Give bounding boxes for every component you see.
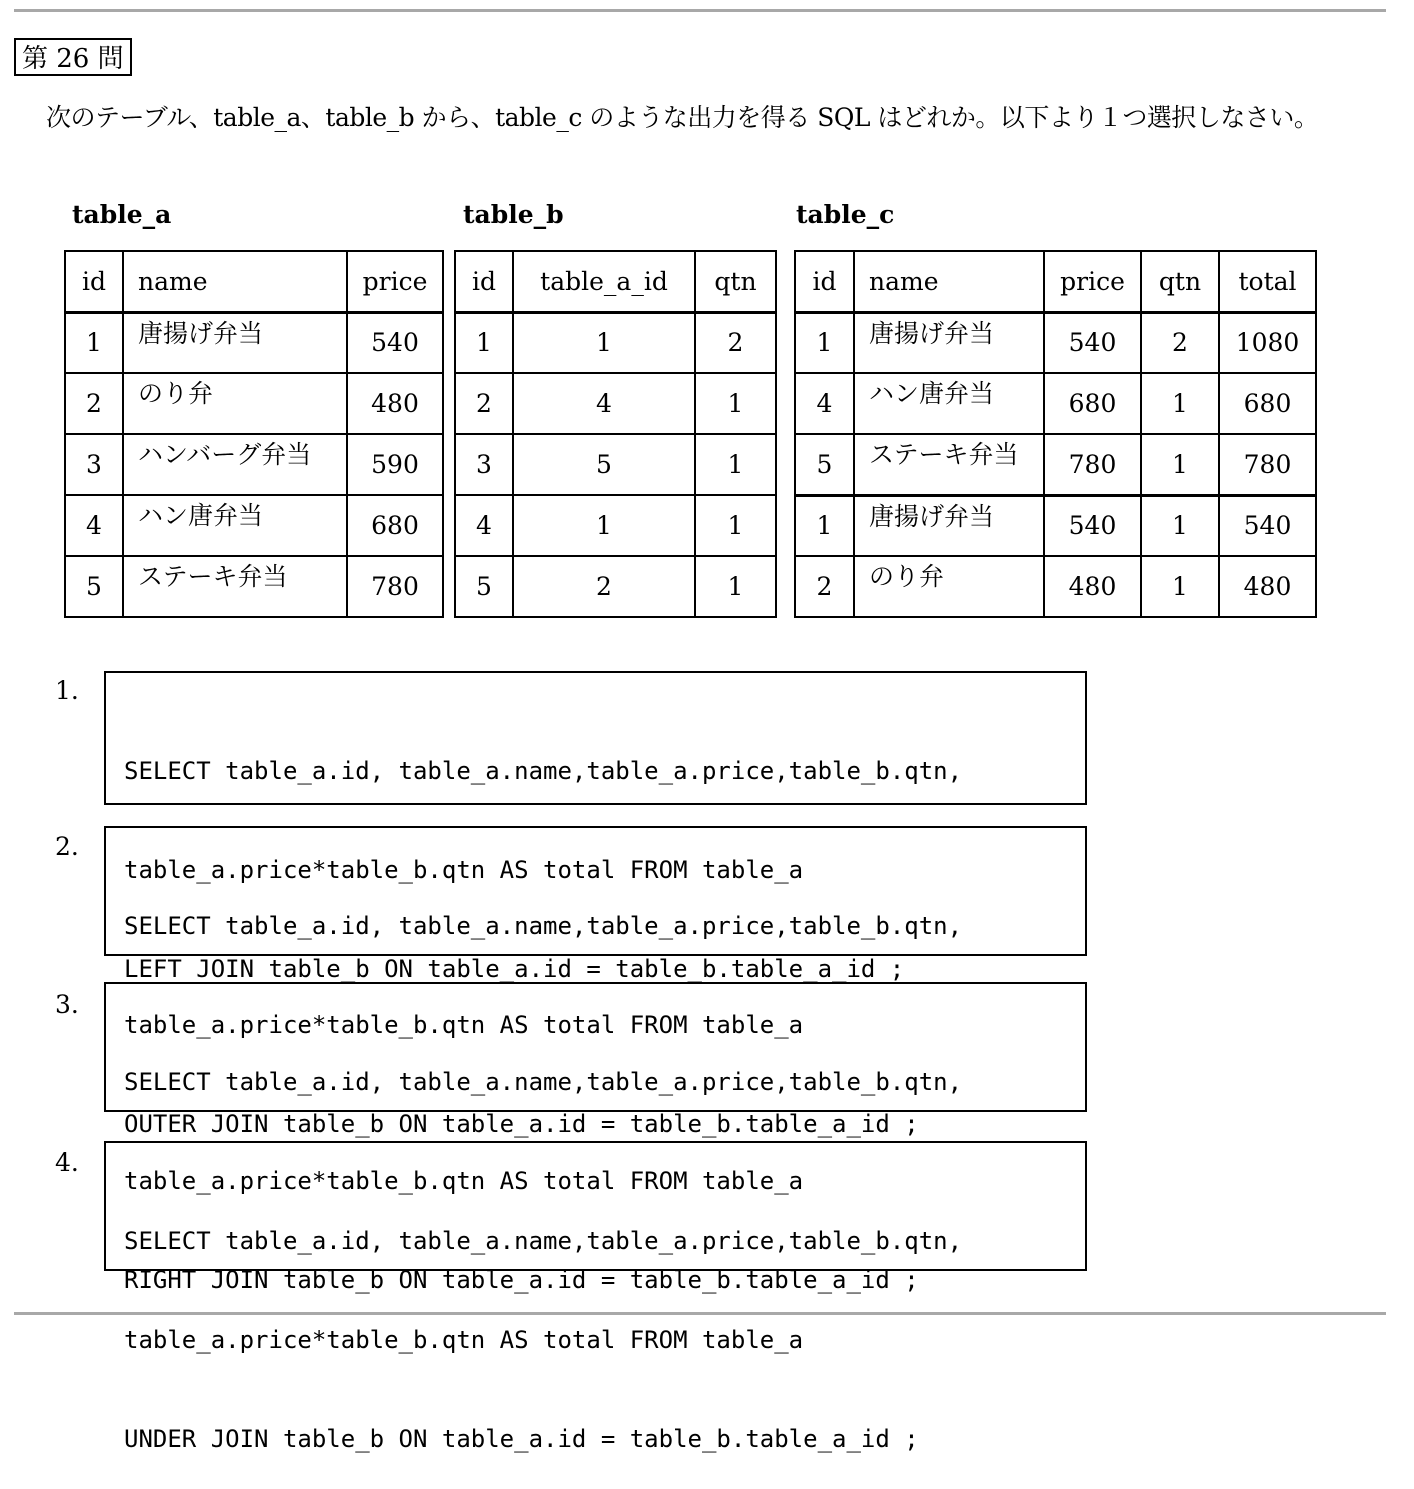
table-cell: 1 xyxy=(795,495,854,556)
table-cell: 780 xyxy=(1219,434,1316,495)
table-cell: 1 xyxy=(795,312,854,373)
table-row xyxy=(65,556,443,617)
table-cell: 5 xyxy=(65,556,123,617)
table-cell: 780 xyxy=(1044,434,1141,495)
table-cell: ハンバーグ弁当 xyxy=(123,434,347,495)
header-cell: qtn xyxy=(695,251,776,312)
table-cell: 480 xyxy=(1219,556,1316,617)
option-1-code-box[interactable] xyxy=(104,671,1087,983)
table-cell: 680 xyxy=(347,495,443,556)
option-1-number: 1. xyxy=(55,676,79,705)
table-cell: 1 xyxy=(1141,495,1219,556)
header-cell: price xyxy=(1044,251,1141,312)
table-cell: 4 xyxy=(795,373,854,434)
table-cell: 3 xyxy=(65,434,123,495)
table-cell: 4 xyxy=(513,373,695,434)
table-cell: 590 xyxy=(347,434,443,495)
code-line: UNDER JOIN table_b ON table_a.id = table_b.table_a_id ; xyxy=(124,1425,919,1453)
code-line: SELECT table_a.id, table_a.name,table_a.price,table_b.qtn, xyxy=(124,1068,963,1096)
table-row xyxy=(65,373,443,434)
table-cell: 540 xyxy=(1044,495,1141,556)
table-row xyxy=(795,495,1316,556)
header-cell: name xyxy=(123,251,347,312)
option-3-number: 3. xyxy=(55,990,79,1019)
option-2-number: 2. xyxy=(55,832,79,861)
table-cell: 480 xyxy=(1044,556,1141,617)
table-cell: ハン唐弁当 xyxy=(854,373,1044,434)
code-line: table_a.price*table_b.qtn AS total FROM table_a xyxy=(124,1167,804,1195)
table-cell: 3 xyxy=(455,434,513,495)
table-cell: のり弁 xyxy=(854,556,1044,617)
table-cell: 1 xyxy=(1141,373,1219,434)
table-row xyxy=(65,434,443,495)
table-cell: 唐揚げ弁当 xyxy=(854,312,1044,373)
table-cell: 480 xyxy=(347,373,443,434)
table-row xyxy=(795,312,1316,373)
table-cell: ステーキ弁当 xyxy=(854,434,1044,495)
table-cell: 1 xyxy=(1141,434,1219,495)
table-cell: 5 xyxy=(513,434,695,495)
header-cell: qtn xyxy=(1141,251,1219,312)
table-cell: 1 xyxy=(513,495,695,556)
header-cell: table_a_id xyxy=(513,251,695,312)
question-number: 第 26 問 xyxy=(14,38,132,76)
bottom-rule xyxy=(14,1312,1386,1315)
header-cell: price xyxy=(347,251,443,312)
code-line: SELECT table_a.id, table_a.name,table_a.price,table_b.qtn, xyxy=(124,757,963,785)
table-cell: ハン唐弁当 xyxy=(123,495,347,556)
header-cell: id xyxy=(795,251,854,312)
table-cell: 唐揚げ弁当 xyxy=(854,495,1044,556)
code-line: table_a.price*table_b.qtn AS total FROM table_a xyxy=(124,856,804,884)
table-cell: 540 xyxy=(1219,495,1316,556)
table-row xyxy=(795,556,1316,617)
table-cell: 1 xyxy=(65,312,123,373)
code-line: OUTER JOIN table_b ON table_a.id = table_b.table_a_id ; xyxy=(124,1110,919,1138)
table-row xyxy=(65,312,443,373)
table-cell: 2 xyxy=(695,312,776,373)
code-line: SELECT table_a.id, table_a.name,table_a.price,table_b.qtn, xyxy=(124,1227,963,1255)
question-text: 次のテーブル、table_a、table_b から、table_c のような出力を得る SQL はどれか。以下より１つ選択しなさい。 xyxy=(46,103,1319,132)
table-cell: 1 xyxy=(695,556,776,617)
code-line: table_a.price*table_b.qtn AS total FROM table_a xyxy=(124,1011,804,1039)
table-cell: 2 xyxy=(513,556,695,617)
code-line: LEFT JOIN table_b ON table_a.id = table_b.table_a_id ; xyxy=(124,955,905,983)
table-cell: 5 xyxy=(455,556,513,617)
table-row xyxy=(795,373,1316,434)
code-line: RIGHT JOIN table_b ON table_a.id = table_b.table_a_id ; xyxy=(124,1266,919,1294)
code-line: SELECT table_a.id, table_a.name,table_a.price,table_b.qtn, xyxy=(124,912,963,940)
table-cell: 680 xyxy=(1219,373,1316,434)
table-cell: 1 xyxy=(695,434,776,495)
table-row xyxy=(455,556,776,617)
table-header-row xyxy=(65,251,443,312)
table-row xyxy=(455,434,776,495)
table-cell: 4 xyxy=(65,495,123,556)
table-cell: 1 xyxy=(455,312,513,373)
table-cell: 1 xyxy=(695,373,776,434)
table-cell: 4 xyxy=(455,495,513,556)
table-header-row xyxy=(795,251,1316,312)
table-a-title: table_a xyxy=(72,200,172,229)
table-cell: ステーキ弁当 xyxy=(123,556,347,617)
table-cell: 2 xyxy=(795,556,854,617)
table-b xyxy=(454,250,777,618)
table-a xyxy=(64,250,444,618)
table-cell: 唐揚げ弁当 xyxy=(123,312,347,373)
table-row xyxy=(455,312,776,373)
table-header-row xyxy=(455,251,776,312)
table-cell: 680 xyxy=(1044,373,1141,434)
table-cell: 2 xyxy=(455,373,513,434)
table-cell: 1 xyxy=(695,495,776,556)
option-4-number: 4. xyxy=(55,1148,79,1177)
table-cell: 540 xyxy=(1044,312,1141,373)
table-cell: 2 xyxy=(1141,312,1219,373)
table-cell: 2 xyxy=(65,373,123,434)
table-row xyxy=(65,495,443,556)
table-cell: 1 xyxy=(1141,556,1219,617)
table-cell: 780 xyxy=(347,556,443,617)
table-cell: 5 xyxy=(795,434,854,495)
table-row xyxy=(455,495,776,556)
table-cell: 1 xyxy=(513,312,695,373)
table-c-title: table_c xyxy=(796,200,895,229)
top-rule xyxy=(14,9,1386,12)
table-cell: 1080 xyxy=(1219,312,1316,373)
table-row xyxy=(795,434,1316,495)
table-c xyxy=(794,250,1317,618)
table-row xyxy=(455,373,776,434)
header-cell: name xyxy=(854,251,1044,312)
table-b-title: table_b xyxy=(463,200,564,229)
code-line: table_a.price*table_b.qtn AS total FROM table_a xyxy=(124,1326,804,1354)
header-cell: id xyxy=(455,251,513,312)
header-cell: total xyxy=(1219,251,1316,312)
header-cell: id xyxy=(65,251,123,312)
table-cell: のり弁 xyxy=(123,373,347,434)
table-cell: 540 xyxy=(347,312,443,373)
